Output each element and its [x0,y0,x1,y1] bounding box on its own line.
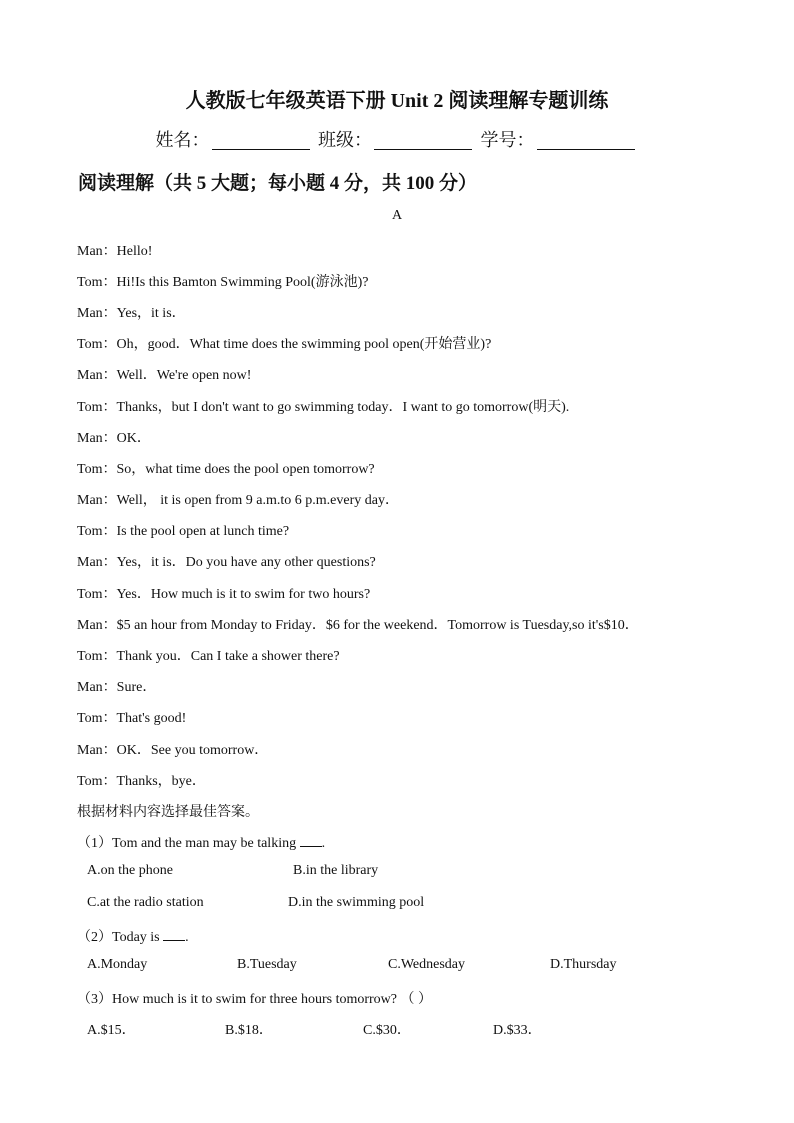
class-label: 班级： [318,130,372,150]
page-title: 人教版七年级英语下册 Unit 2 阅读理解专题训练 [185,90,609,112]
question-1-end: . [321,836,326,851]
dialogue-line: Man：Yes，it is．Do you have any other questions? [77,555,376,570]
dialogue-line: Man：Well， it is open from 9 a.m.to 6 p.m.every day． [77,493,399,508]
option-1d[interactable]: D.in the swimming pool [288,895,425,910]
dialogue-line: Man：Well．We're open now! [77,368,252,383]
option-1b[interactable]: B.in the library [293,863,379,878]
answer-blank [163,928,185,941]
dialogue-line: Tom：Thanks，but I don't want to go swimming today．I want to go tomorrow(明天). [77,400,570,415]
dialogue-line: Man：OK．See you tomorrow． [77,743,269,758]
question-1-text: （1）Tom and the man may be talking [77,836,297,851]
part-label: A [391,208,403,223]
answer-blank [300,834,322,847]
student-info-line [0,126,794,152]
option-3a[interactable]: A.$15． [87,1023,136,1038]
option-2c[interactable]: C.Wednesday [388,957,466,972]
instruction-text: 根据材料内容选择最佳答案。 [77,805,259,820]
dialogue-line: Man：Yes，it is． [77,306,186,321]
option-2d[interactable]: D.Thursday [550,957,617,972]
question-1-stem [77,832,325,852]
class-blank[interactable] [374,131,472,150]
dialogue-line: Tom：Thank you．Can I take a shower there? [77,649,340,664]
dialogue-line: Tom：Oh，good．What time does the swimming pool open(开始营业)? [77,337,492,352]
question-3-text: （3）How much is it to swim for three hours tomorrow? （ ） [77,992,433,1007]
name-blank[interactable] [212,131,310,150]
number-label: 学号： [480,130,535,150]
option-1c[interactable]: C.at the radio station [87,895,204,910]
dialogue-line: Man：$5 an hour from Monday to Friday．$6 for the weekend．Tomorrow is Tuesday,so it's$10． [77,618,639,633]
option-2a[interactable]: A.Monday [87,957,148,972]
dialogue-line: Man：Sure． [77,680,157,695]
question-3-stem [77,988,432,1008]
question-2-text: （2）Today is [77,930,160,945]
dialogue-line: Tom：So，what time does the pool open tomorrow? [77,462,375,477]
option-3b[interactable]: B.$18． [225,1023,273,1038]
dialogue-line: Tom：Thanks，bye． [77,774,206,789]
name-label: 姓名： [155,130,210,150]
option-3c[interactable]: C.$30． [363,1023,411,1038]
dialogue-line: Tom：That's good! [77,711,187,726]
section-heading: 阅读理解（共 5 大题；每小题 4 分，共 100 分） [78,173,478,194]
dialogue-line: Tom：Is the pool open at lunch time? [77,524,290,539]
option-1a[interactable]: A.on the phone [87,863,173,878]
dialogue-line: Man：Hello! [77,244,153,259]
option-3d[interactable]: D.$33． [493,1023,542,1038]
dialogue-line: Tom：Hi!Is this Bamton Swimming Pool(游泳池)? [77,275,369,290]
option-2b[interactable]: B.Tuesday [237,957,297,972]
dialogue-line: Man：OK． [77,431,151,446]
number-blank[interactable] [537,131,635,150]
question-2-stem [77,926,189,946]
question-2-end: . [185,930,189,945]
dialogue-line: Tom：Yes．How much is it to swim for two hours? [77,587,371,602]
